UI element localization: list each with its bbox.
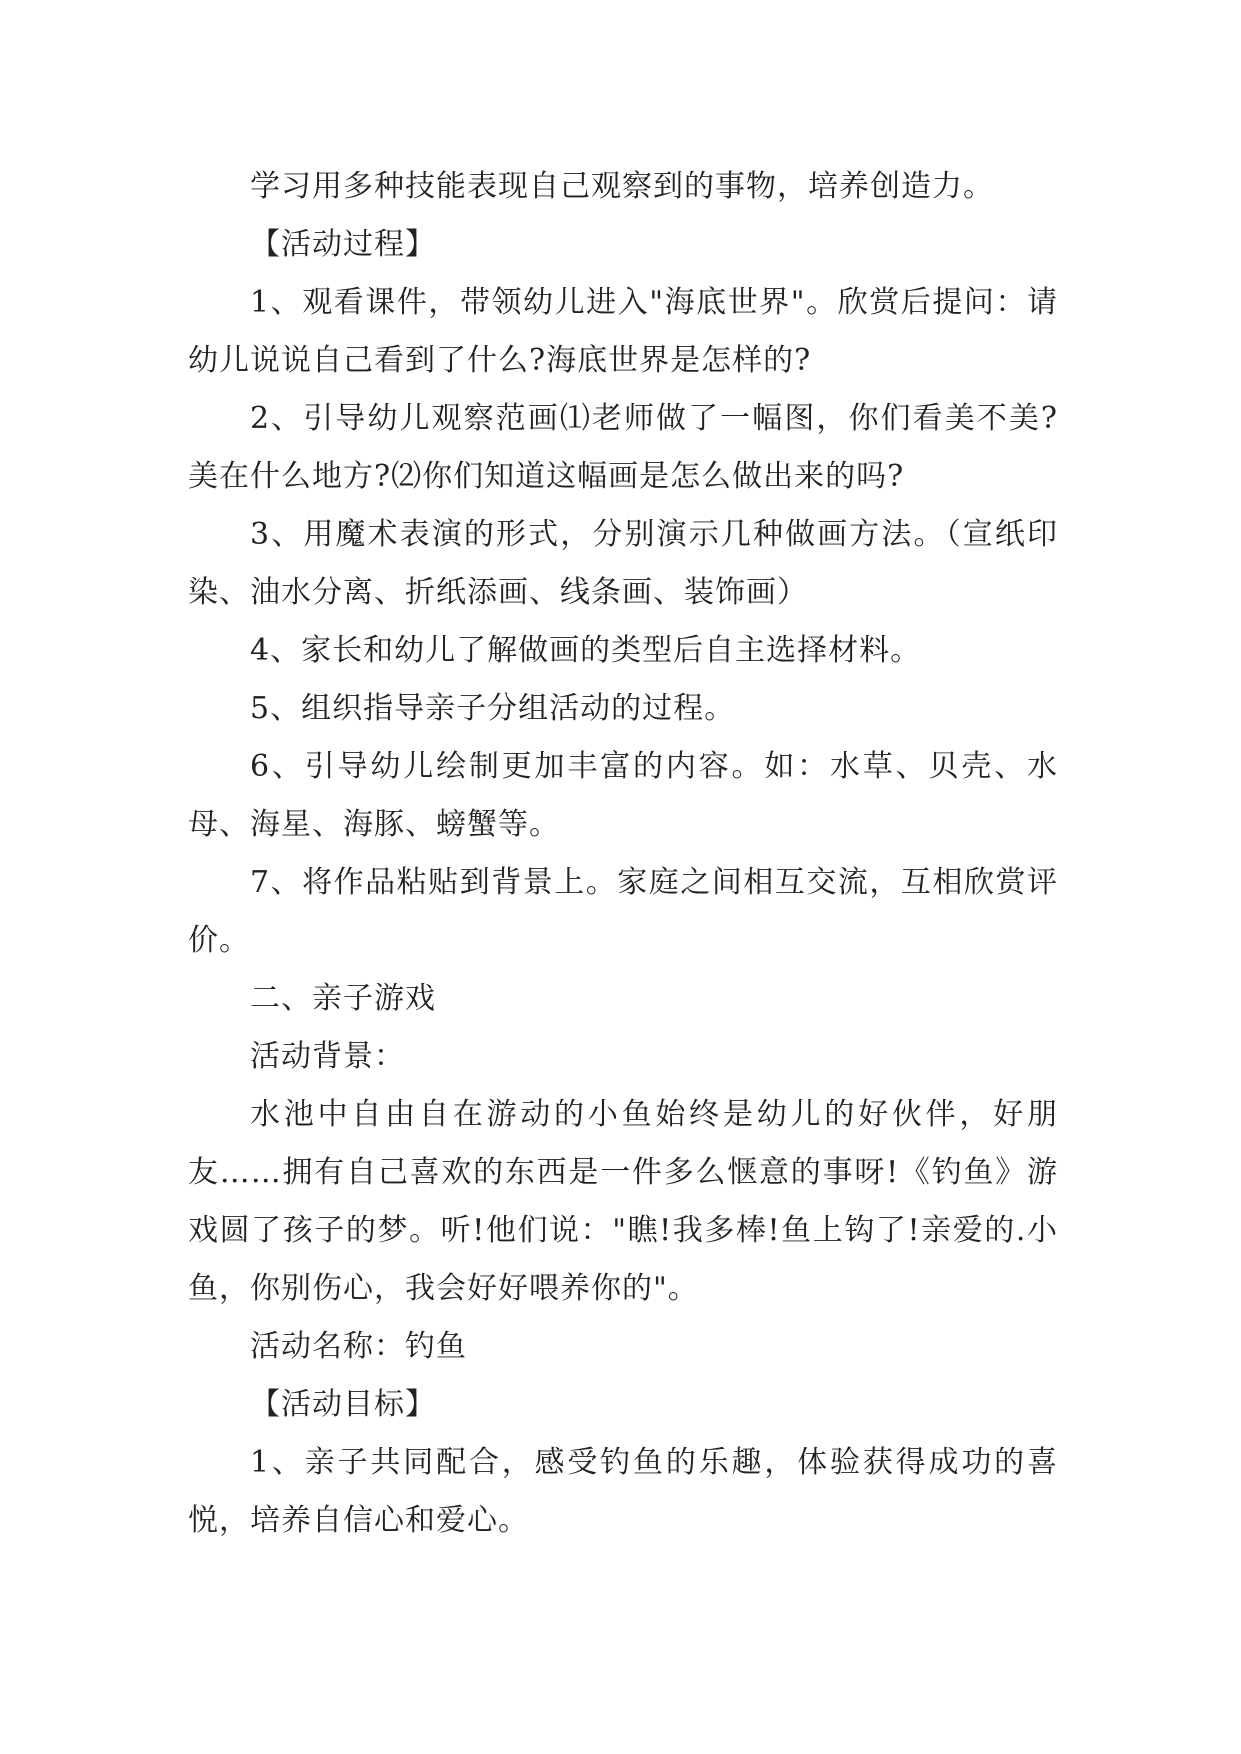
paragraph-step-2: 2、引导幼儿观察范画⑴老师做了一幅图，你们看美不美?美在什么地方?⑵你们知道这幅画是怎么做出来的吗? [188,401,1058,494]
paragraph-background: 水池中自由自在游动的小鱼始终是幼儿的好伙伴，好朋友……拥有自己喜欢的东西是一件多么惬意的事呀!《钓鱼》游戏圆了孩子的梦。听!他们说："瞧!我多棒!鱼上钩了!亲爱的.小鱼，你别伤心，我会好好喂养你的"。 [188,1097,1058,1306]
paragraph-step-4: 4、家长和幼儿了解做画的类型后自主选择材料。 [250,633,922,668]
paragraph-goal-1: 1、亲子共同配合，感受钓鱼的乐趣，体验获得成功的喜悦，培养自信心和爱心。 [188,1445,1058,1538]
heading-activity-goals: 【活动目标】 [250,1387,436,1422]
paragraph-step-1: 1、观看课件，带领幼儿进入"海底世界"。欣赏后提问：请幼儿说说自己看到了什么?海底世界是怎样的? [188,285,1058,378]
paragraph-activity-name: 活动名称：钓鱼 [250,1329,467,1364]
paragraph-skill-goal: 学习用多种技能表现自己观察到的事物，培养创造力。 [250,169,994,204]
heading-activity-background: 活动背景： [250,1039,405,1074]
document-body [188,158,1058,1550]
heading-activity-process: 【活动过程】 [250,227,436,262]
paragraph-step-7: 7、将作品粘贴到背景上。家庭之间相互交流，互相欣赏评价。 [188,865,1058,958]
paragraph-step-6: 6、引导幼儿绘制更加丰富的内容。如：水草、贝壳、水母、海星、海豚、螃蟹等。 [188,749,1058,842]
paragraph-step-3: 3、用魔术表演的形式，分别演示几种做画方法。（宣纸印染、油水分离、折纸添画、线条画、装饰画） [188,517,1058,610]
paragraph-step-5: 5、组织指导亲子分组活动的过程。 [250,691,736,726]
heading-parent-child-game: 二、亲子游戏 [250,981,436,1016]
